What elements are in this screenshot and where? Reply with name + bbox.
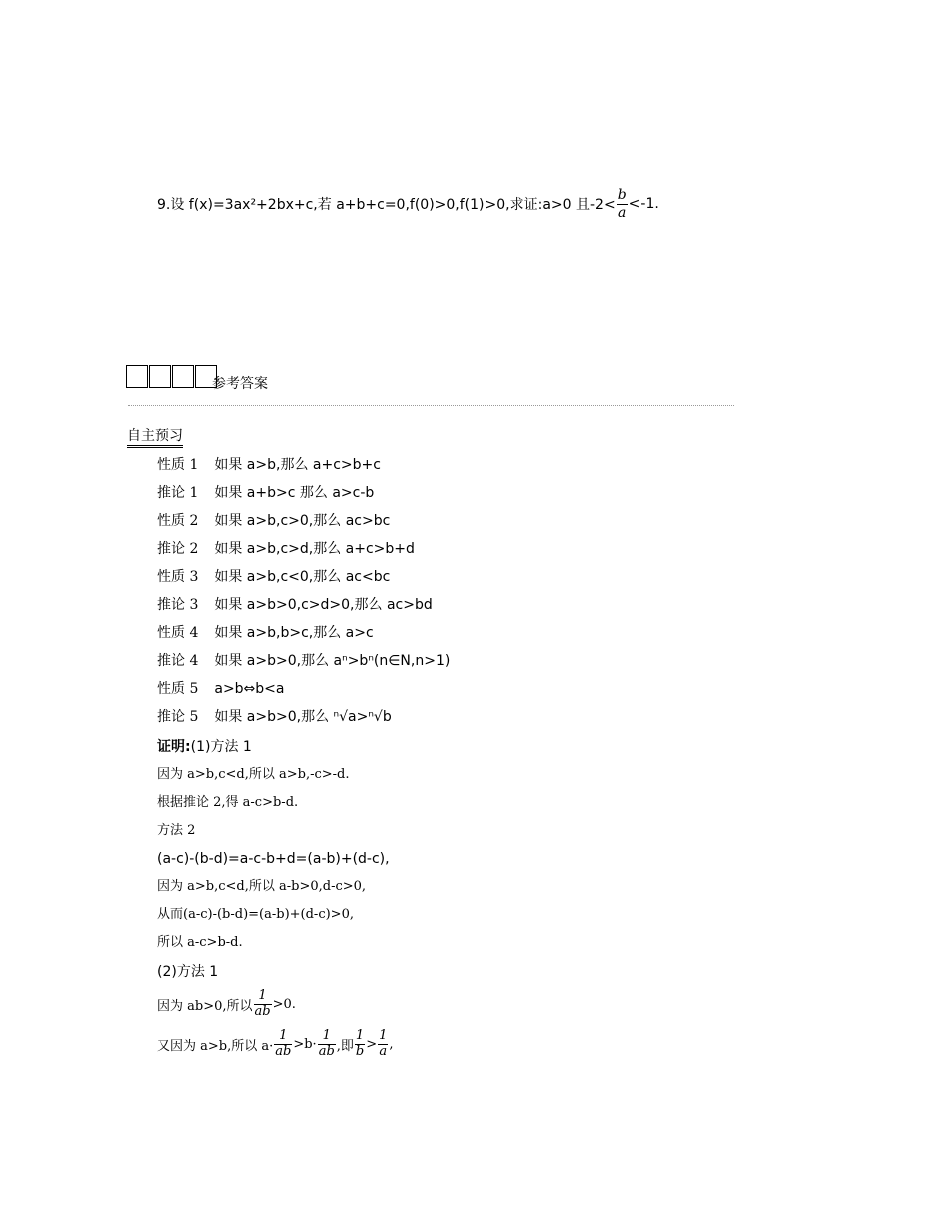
property-text: 如果 a>b,b>c,那么 a>c (214, 625, 374, 641)
fraction-numerator: b (617, 187, 627, 204)
proof-last-prefix: 又因为 a>b,所以 a· (157, 1038, 274, 1054)
proof-line: 方法 2 (157, 823, 196, 838)
problem-tail: <-1. (628, 196, 659, 212)
proof-last-end: , (389, 1036, 394, 1052)
property-row (157, 708, 392, 726)
proof-line-suffix: >0. (272, 996, 296, 1012)
fraction-1-over-ab (254, 989, 272, 1020)
property-text: 如果 a>b>0,那么 ⁿ√a>ⁿ√b (214, 709, 392, 725)
proof-last-gt: > (366, 1036, 378, 1052)
fraction-denominator: b (355, 1043, 365, 1059)
property-text: a>b⇔b<a (214, 681, 285, 697)
property-row (157, 652, 450, 670)
proof-line-last (157, 1024, 394, 1064)
proof-line: 因为 a>b,c<d,所以 a>b,-c>-d. (157, 767, 350, 782)
proof-heading: 证明: (157, 739, 191, 755)
proof-last-mid2: ,即 (336, 1038, 354, 1054)
placeholder-box (126, 365, 148, 388)
section-title: 自主预习 (127, 428, 183, 448)
fraction-numerator: 1 (355, 1027, 365, 1043)
proof-line: 从而(a-c)-(b-d)=(a-b)+(d-c)>0, (157, 907, 354, 922)
placeholder-box (149, 365, 171, 388)
property-label: 推论 4 (157, 653, 199, 669)
property-row (157, 484, 374, 502)
property-label: 性质 2 (157, 513, 199, 529)
property-label: 性质 4 (157, 625, 199, 641)
fraction-1-over-ab (318, 1029, 336, 1060)
property-label: 推论 5 (157, 709, 199, 725)
property-label: 性质 3 (157, 569, 199, 585)
proof-line: (a-c)-(b-d)=a-c-b+d=(a-b)+(d-c), (157, 851, 390, 867)
proof-line-prefix: 因为 ab>0,所以 (157, 998, 253, 1014)
property-text: 如果 a>b>0,c>d>0,那么 ac>bd (214, 597, 433, 613)
property-row (157, 568, 390, 586)
property-label: 推论 1 (157, 485, 199, 501)
property-text: 如果 a>b,c>0,那么 ac>bc (214, 513, 391, 529)
property-label: 性质 1 (157, 457, 199, 473)
property-row (157, 624, 374, 642)
fraction-numerator: 1 (322, 1027, 331, 1043)
proof-line: (1)方法 1 (190, 739, 252, 755)
proof-last-mid: >b· (293, 1036, 317, 1052)
fraction-denominator: ab (318, 1043, 335, 1059)
property-row (157, 456, 381, 474)
property-label: 推论 3 (157, 597, 199, 613)
property-text: 如果 a>b>0,那么 aⁿ>bⁿ(n∈N,n>1) (214, 653, 451, 669)
proof-line-ab (157, 984, 296, 1024)
fraction-1-over-ab (274, 1029, 292, 1060)
placeholder-boxes (126, 365, 218, 388)
fraction-numerator: 1 (258, 987, 267, 1003)
proof-line: (2)方法 1 (157, 964, 219, 980)
proof-line: 因为 a>b,c<d,所以 a-b>0,d-c>0, (157, 879, 367, 894)
dotted-divider (128, 405, 734, 406)
fraction-denominator: ab (254, 1003, 271, 1019)
property-text: 如果 a+b>c 那么 a>c-b (214, 485, 375, 501)
property-label: 性质 5 (157, 681, 199, 697)
fraction-b-over-a (617, 187, 628, 220)
placeholder-box (172, 365, 194, 388)
proof-line: 所以 a-c>b-d. (157, 935, 243, 950)
fraction-denominator: a (379, 1043, 388, 1059)
answer-header-label: 参考答案 (212, 376, 268, 392)
property-row (157, 680, 284, 698)
property-row (157, 596, 433, 614)
fraction-denominator: a (617, 204, 627, 221)
property-row (157, 540, 415, 558)
fraction-1-over-a (378, 1029, 388, 1060)
property-row (157, 512, 390, 530)
property-text: 如果 a>b,那么 a+c>b+c (214, 457, 381, 473)
fraction-denominator: ab (275, 1043, 292, 1059)
fraction-numerator: 1 (379, 1027, 388, 1043)
property-label: 推论 2 (157, 541, 199, 557)
problem-text: 9.设 f(x)=3ax²+2bx+c,若 a+b+c=0,f(0)>0,f(1)>0,求证:a>0 且-2< (157, 197, 616, 213)
problem-9 (157, 184, 659, 224)
property-text: 如果 a>b,c>d,那么 a+c>b+d (214, 541, 415, 557)
proof-line: 根据推论 2,得 a-c>b-d. (157, 795, 299, 810)
property-text: 如果 a>b,c<0,那么 ac<bc (214, 569, 391, 585)
fraction-numerator: 1 (279, 1027, 288, 1043)
fraction-1-over-b (355, 1029, 365, 1060)
proof-heading-row (157, 738, 252, 756)
